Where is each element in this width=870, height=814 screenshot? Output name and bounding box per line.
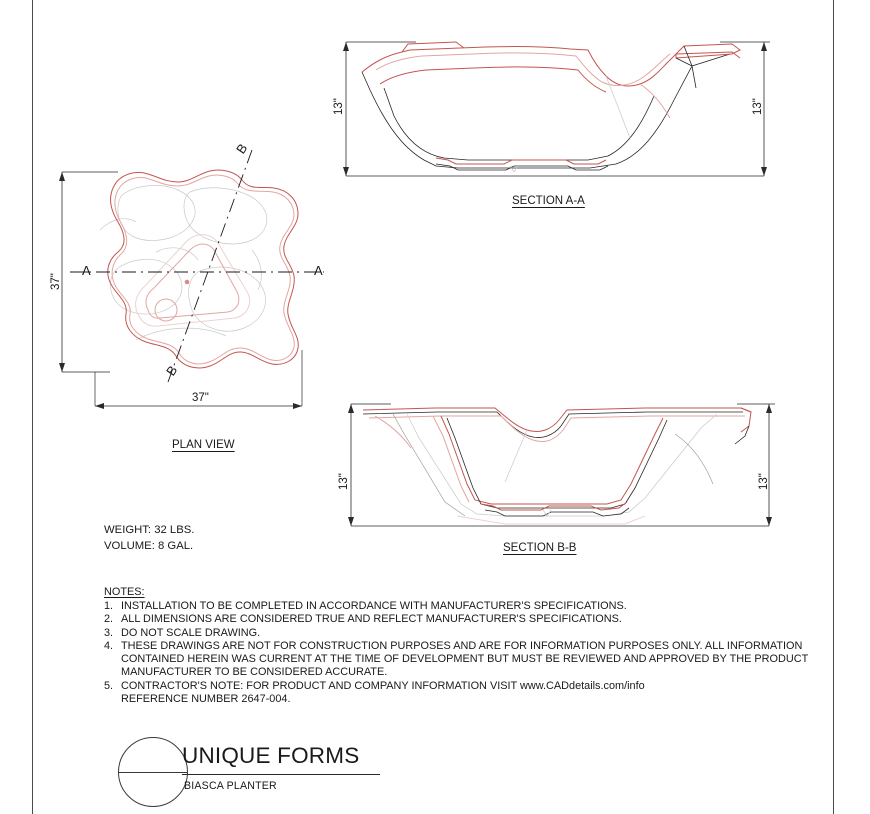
volume-spec: VOLUME: 8 GAL.: [104, 539, 194, 552]
note-text: [121, 680, 808, 706]
plan-height-dimension-label: 37": [50, 273, 62, 290]
section-bb-profile: [363, 408, 751, 524]
weight-spec: WEIGHT: 32 LBS.: [104, 524, 195, 536]
section-aa-right-dimension-label: 13": [752, 98, 764, 115]
note-number: 3.: [104, 626, 114, 639]
note-text: [121, 600, 808, 613]
section-aa-profile: [362, 42, 740, 172]
note-line: ALL DIMENSIONS ARE CONSIDERED TRUE AND REFLECT MANUFACTURER'S SPECIFICATIONS.: [121, 613, 622, 626]
section-mark-a-right: A: [314, 263, 323, 278]
note-text: [121, 640, 808, 679]
note-item: [104, 627, 808, 640]
note-number: 4.: [104, 640, 114, 653]
section-bb-drawing: [345, 392, 785, 537]
note-line: THESE DRAWINGS ARE NOT FOR CONSTRUCTION PURPOSES AND ARE FOR INFORMATION PURPOSES ONLY. ALL INFORMATION: [121, 640, 803, 653]
note-line: MANUFACTURER TO BE CONSIDERED ACCURATE.: [121, 666, 388, 679]
brand-name: UNIQUE FORMS: [182, 743, 360, 768]
note-line: CONTAINED HEREIN WAS CURRENT AT THE TIME OF DEVELOPMENT BUT MUST BE REVIEWED AND APPROVED BY THE PRODUCT: [121, 653, 809, 666]
section-aa-left-dimension: [343, 42, 764, 176]
section-mark-a-left: A: [82, 263, 91, 278]
plan-width-dimension-label: 37": [192, 392, 209, 404]
section-bb-right-dimension-label: 13": [758, 473, 770, 490]
sheet-border-right: [833, 0, 834, 814]
logo-divider-icon: [118, 772, 188, 773]
section-mark-b-bottom: B: [163, 362, 181, 379]
specs-block: [104, 523, 194, 554]
note-text: [121, 627, 808, 640]
section-aa-drawing: [340, 28, 780, 193]
note-item: [104, 600, 808, 613]
note-item: [104, 640, 808, 679]
note-item: [104, 613, 808, 626]
note-number: 1.: [104, 599, 114, 612]
plan-interior-contours: [100, 185, 267, 340]
note-text: [121, 613, 808, 626]
section-aa-title: SECTION A-A: [512, 195, 585, 207]
brand-underline: [182, 774, 380, 775]
sheet-border-left: [32, 0, 33, 814]
note-line: CONTRACTOR'S NOTE: FOR PRODUCT AND COMPANY INFORMATION VISIT www.CADdetails.com/info: [121, 680, 645, 693]
note-number: 5.: [104, 680, 114, 693]
notes-block: [104, 586, 808, 706]
notes-heading: NOTES:: [104, 586, 145, 598]
plan-triangle-detail: [136, 235, 250, 327]
section-line-bb: [168, 150, 252, 382]
section-bb-left-dimension-label: 13": [338, 473, 350, 490]
note-line: REFERENCE NUMBER 2647-004.: [121, 693, 291, 706]
section-bb-right-dimension: [737, 404, 775, 526]
product-name: BIASCA PLANTER: [184, 780, 277, 792]
plan-view-title: PLAN VIEW: [172, 439, 235, 451]
note-line: INSTALLATION TO BE COMPLETED IN ACCORDANCE WITH MANUFACTURER'S SPECIFICATIONS.: [121, 599, 627, 612]
note-line: DO NOT SCALE DRAWING.: [121, 626, 261, 639]
section-aa-left-dimension-label: 13": [333, 98, 345, 115]
section-bb-title: SECTION B-B: [503, 542, 577, 554]
section-mark-b-top: B: [233, 140, 251, 157]
plan-view-drawing: [40, 140, 340, 440]
note-item: [104, 680, 808, 706]
notes-list: [104, 600, 808, 707]
plan-outline: [108, 170, 299, 368]
note-number: 2.: [104, 613, 114, 626]
